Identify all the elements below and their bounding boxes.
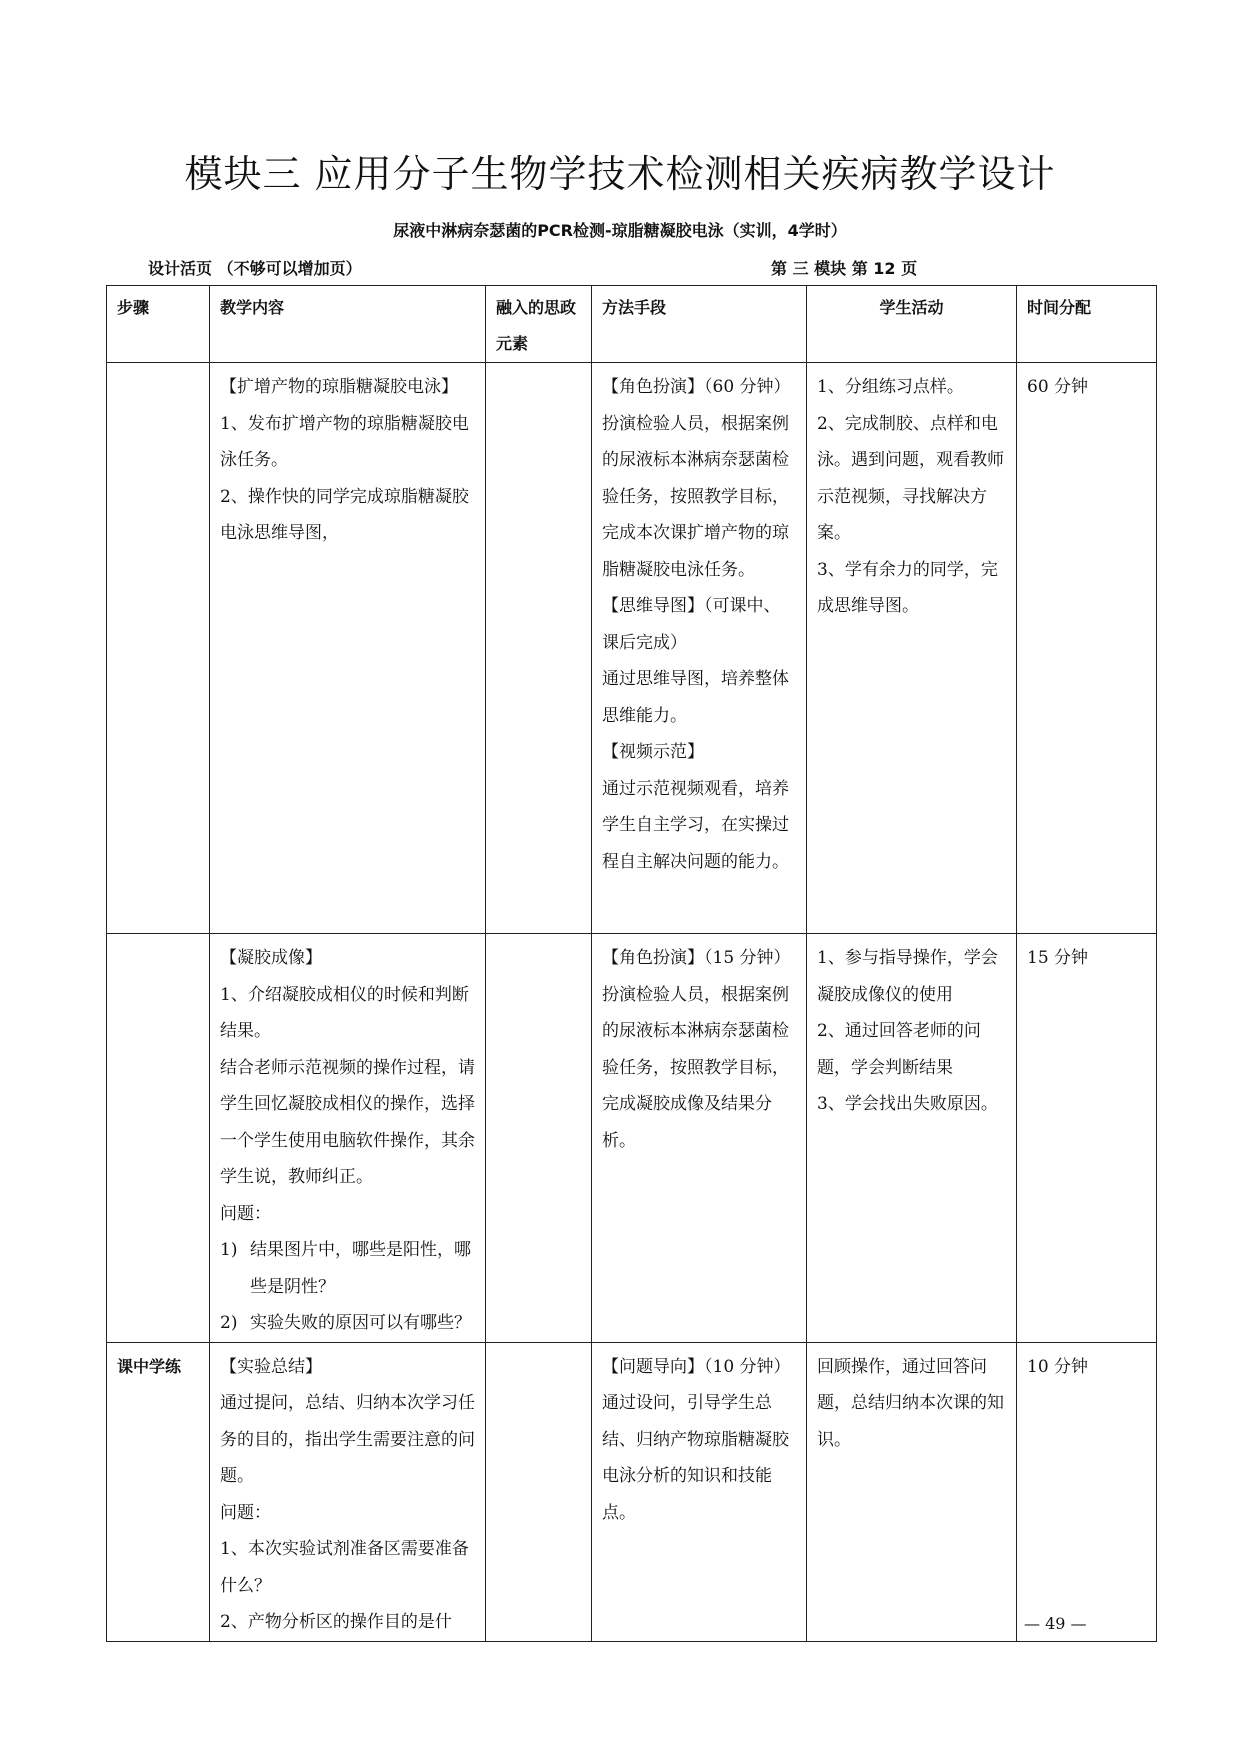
header-time: 时间分配 (1017, 286, 1157, 363)
header-content: 教学内容 (210, 286, 486, 363)
content-line: 1、本次实验试剂准备区需要准备什么？ (220, 1539, 469, 1596)
ideology-cell (486, 363, 592, 934)
step-cell: 课中学练 (107, 1342, 210, 1641)
table-row (107, 934, 1157, 1343)
methods-line: 【思维导图】（可课中、课后完成） (602, 596, 781, 653)
content-line: 通过提问，总结、归纳本次学习任务的目的，指出学生需要注意的问题。 (220, 1393, 475, 1486)
activities-cell (807, 1342, 1017, 1641)
content-line: 结合老师示范视频的操作过程，请学生回忆凝胶成相仪的操作，选择一个学生使用电脑软件操作，其余学生说，教师纠正。 (220, 1057, 475, 1187)
activity-line: 2、完成制胶、点样和电泳。遇到问题，观看教师示范视频，寻找解决方案。 (817, 413, 1004, 543)
content-line: 【扩增产物的琼脂糖凝胶电泳】 (220, 377, 458, 397)
header-activities: 学生活动 (807, 286, 1017, 363)
content-line: 1、介绍凝胶成相仪的时候和判断结果。 (220, 984, 469, 1041)
content-cell (210, 1342, 486, 1641)
methods-line: 通过思维导图，培养整体思维能力。 (602, 669, 789, 726)
methods-line: 【角色扮演】（15 分钟）扮演检验人员，根据案例的尿液标本淋病奈瑟菌检验任务，按照教学目标，完成凝胶成像及结果分析。 (602, 948, 791, 1151)
lesson-subtitle: 尿液中淋病奈瑟菌的PCR检测-琼脂糖凝胶电泳（实训，4学时） (393, 221, 847, 240)
methods-line: 【角色扮演】（60 分钟）扮演检验人员，根据案例的尿液标本淋病奈瑟菌检验任务，按照教学目标，完成本次课扩增产物的琼脂糖凝胶电泳任务。 (602, 377, 791, 580)
content-line: 问题： (220, 1203, 271, 1224)
question-item (220, 1232, 475, 1305)
activity-line: 2、通过回答老师的问题，学会判断结果 (817, 1021, 981, 1078)
methods-cell (592, 363, 807, 934)
page-title: 模块三 应用分子生物学技术检测相关疾病教学设计 (184, 152, 1056, 196)
methods-cell (592, 934, 807, 1343)
activity-line: 3、学有余力的同学，完成思维导图。 (817, 559, 998, 616)
table-header-row (107, 286, 1157, 363)
step-cell (107, 363, 210, 934)
activity-line: 回顾操作，通过回答问题，总结归纳本次课的知识。 (817, 1356, 1004, 1450)
time-cell: 60 分钟 (1017, 363, 1157, 934)
ideology-cell (486, 934, 592, 1343)
time-cell: 10 分钟 (1017, 1342, 1157, 1641)
table-row (107, 363, 1157, 934)
lesson-plan-table (106, 285, 1157, 1642)
step-cell (107, 934, 210, 1343)
page-number: — 49 — (1024, 1614, 1087, 1633)
methods-line: 【问题导向】（10 分钟）通过设问，引导学生总结、归纳产物琼脂糖凝胶电泳分析的知识和技能点。 (602, 1356, 791, 1523)
activities-cell (807, 934, 1017, 1343)
header-methods: 方法手段 (592, 286, 807, 363)
header-ideology: 融入的思政元素 (486, 286, 592, 363)
content-line: 1、发布扩增产物的琼脂糖凝胶电泳任务。 (220, 413, 469, 470)
content-line: 2、产物分析区的操作目的是什 (220, 1612, 452, 1632)
activities-cell (807, 363, 1017, 934)
question-number: 1) (220, 1240, 238, 1260)
content-cell (210, 363, 486, 934)
design-sheet-label: 设计活页 （不够可以增加页） (148, 259, 362, 278)
time-cell: 15 分钟 (1017, 934, 1157, 1343)
content-line: 2、操作快的同学完成琼脂糖凝胶电泳思维导图， (220, 486, 469, 543)
question-number: 2) (220, 1313, 238, 1333)
question-text: 实验失败的原因可以有哪些？ (250, 1313, 471, 1333)
table-row (107, 1342, 1157, 1641)
methods-line: 【视频示范】 (602, 742, 704, 762)
activity-line: 1、参与指导操作，学会凝胶成像仪的使用 (817, 948, 998, 1005)
content-line: 【凝胶成像】 (220, 948, 322, 968)
content-line: 【实验总结】 (220, 1356, 322, 1377)
methods-line: 通过示范视频观看，培养学生自主学习，在实操过程自主解决问题的能力。 (602, 778, 789, 872)
content-line: 问题： (220, 1502, 271, 1523)
module-page-label: 第 三 模块 第 12 页 (771, 259, 918, 278)
activity-line: 1、分组练习点样。 (817, 377, 964, 397)
question-text: 结果图片中，哪些是阳性，哪些是阴性？ (250, 1240, 471, 1297)
ideology-cell (486, 1342, 592, 1641)
header-step: 步骤 (107, 286, 210, 363)
content-cell (210, 934, 486, 1343)
methods-cell (592, 1342, 807, 1641)
activity-line: 3、学会找出失败原因。 (817, 1094, 998, 1114)
question-item (220, 1305, 475, 1342)
